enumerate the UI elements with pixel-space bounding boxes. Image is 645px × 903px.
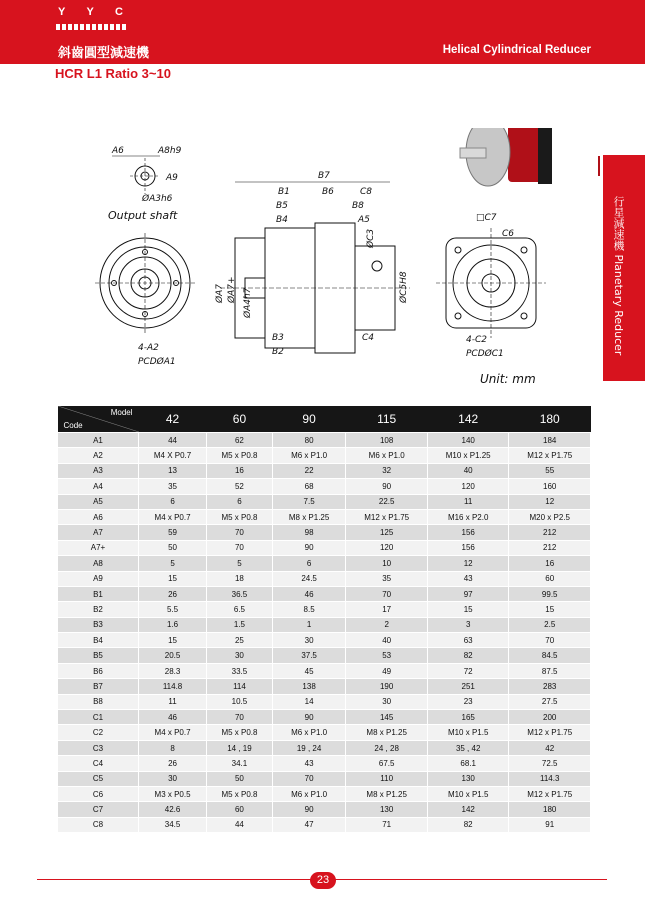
table-row xyxy=(58,602,591,617)
value-cell: 44 xyxy=(139,433,207,448)
value-cell: 60 xyxy=(509,571,591,586)
value-cell: 11 xyxy=(427,494,509,509)
value-cell: 90 xyxy=(272,540,346,555)
header-title-cn: 斜齒圓型減速機 xyxy=(58,46,150,61)
row-code-cell: A3 xyxy=(58,463,139,478)
value-cell: 60 xyxy=(207,802,273,817)
header-model-label: Model xyxy=(110,408,133,417)
value-cell: 20.5 xyxy=(139,648,207,663)
row-code-cell: A7 xyxy=(58,525,139,540)
product-photo xyxy=(460,128,600,186)
page-header xyxy=(0,0,645,64)
value-cell: 283 xyxy=(509,679,591,694)
value-cell: 63 xyxy=(427,633,509,648)
value-cell: 43 xyxy=(272,756,346,771)
value-cell: M4 x P0.7 xyxy=(139,725,207,740)
value-cell: M5 x P0.8 xyxy=(207,786,273,801)
row-code-cell: A5 xyxy=(58,494,139,509)
value-cell: 82 xyxy=(427,817,509,832)
value-cell: 36.5 xyxy=(207,586,273,601)
value-cell: M6 x P1.0 xyxy=(272,448,346,463)
table-row xyxy=(58,586,591,601)
value-cell: 1.6 xyxy=(139,617,207,632)
value-cell: 84.5 xyxy=(509,648,591,663)
value-cell: 52 xyxy=(207,479,273,494)
table-row xyxy=(58,802,591,817)
value-cell: 1.5 xyxy=(207,617,273,632)
value-cell: M10 x P1.5 xyxy=(427,786,509,801)
label-pcd-a1: PCDØA1 xyxy=(138,357,176,367)
unit-label: Unit: mm xyxy=(480,372,536,386)
value-cell: 22.5 xyxy=(346,494,428,509)
value-cell: 2 xyxy=(346,617,428,632)
value-cell: 10 xyxy=(346,556,428,571)
table-row xyxy=(58,725,591,740)
label-b2: B2 xyxy=(272,347,284,357)
row-code-cell: A6 xyxy=(58,509,139,524)
value-cell: M5 x P0.8 xyxy=(207,448,273,463)
value-cell: 28.3 xyxy=(139,663,207,678)
table-row xyxy=(58,756,591,771)
value-cell: 98 xyxy=(272,525,346,540)
value-cell: M6 x P1.0 xyxy=(346,448,428,463)
table-body xyxy=(58,433,591,833)
value-cell: 30 xyxy=(272,633,346,648)
value-cell: 180 xyxy=(509,802,591,817)
value-cell: 130 xyxy=(427,771,509,786)
table-corner-cell xyxy=(58,406,139,433)
label-c7: □C7 xyxy=(476,213,497,223)
value-cell: 12 xyxy=(509,494,591,509)
value-cell: 50 xyxy=(139,540,207,555)
table-row xyxy=(58,479,591,494)
row-code-cell: A9 xyxy=(58,571,139,586)
value-cell: 53 xyxy=(346,648,428,663)
label-a8h9: A8h9 xyxy=(158,146,182,156)
value-cell: M8 x P1.25 xyxy=(346,786,428,801)
value-cell: M6 x P1.0 xyxy=(272,786,346,801)
value-cell: M12 x P1.75 xyxy=(509,725,591,740)
value-cell: 22 xyxy=(272,463,346,478)
value-cell: 1 xyxy=(272,617,346,632)
value-cell: 34.5 xyxy=(139,817,207,832)
value-cell: M6 x P1.0 xyxy=(272,725,346,740)
value-cell: 44 xyxy=(207,817,273,832)
value-cell: 59 xyxy=(139,525,207,540)
value-cell: 42.6 xyxy=(139,802,207,817)
label-c4: C4 xyxy=(362,333,375,343)
row-code-cell: B7 xyxy=(58,679,139,694)
value-cell: 114.8 xyxy=(139,679,207,694)
value-cell: 15 xyxy=(509,602,591,617)
value-cell: 70 xyxy=(207,540,273,555)
header-code-label: Code xyxy=(63,421,83,430)
value-cell: 97 xyxy=(427,586,509,601)
value-cell: 14 xyxy=(272,694,346,709)
row-code-cell: C5 xyxy=(58,771,139,786)
label-b8: B8 xyxy=(352,201,364,211)
value-cell: 70 xyxy=(272,771,346,786)
value-cell: 33.5 xyxy=(207,663,273,678)
table-row xyxy=(58,448,591,463)
table-row xyxy=(58,710,591,725)
table-row xyxy=(58,771,591,786)
value-cell: 8 xyxy=(139,740,207,755)
value-cell: 3 xyxy=(427,617,509,632)
spec-table xyxy=(57,406,591,833)
row-code-cell: B1 xyxy=(58,586,139,601)
label-pcd-c1: PCDØC1 xyxy=(466,349,504,359)
value-cell: 5.5 xyxy=(139,602,207,617)
output-shaft-view xyxy=(108,146,182,222)
value-cell: 68.1 xyxy=(427,756,509,771)
value-cell: 13 xyxy=(139,463,207,478)
value-cell: 72 xyxy=(427,663,509,678)
label-c3: ØC3 xyxy=(366,228,376,248)
value-cell: 16 xyxy=(207,463,273,478)
value-cell: 42 xyxy=(509,740,591,755)
value-cell: 46 xyxy=(272,586,346,601)
value-cell: 43 xyxy=(427,571,509,586)
value-cell: 46 xyxy=(139,710,207,725)
logo-letter: Y xyxy=(58,6,67,18)
row-code-cell: C3 xyxy=(58,740,139,755)
table-header-row xyxy=(58,406,591,433)
table-row xyxy=(58,540,591,555)
value-cell: M10 x P1.5 xyxy=(427,725,509,740)
value-cell: M20 x P2.5 xyxy=(509,509,591,524)
value-cell: 138 xyxy=(272,679,346,694)
header-title-en: Helical Cylindrical Reducer xyxy=(442,44,591,56)
value-cell: 67.5 xyxy=(346,756,428,771)
value-cell: 34.1 xyxy=(207,756,273,771)
value-cell: 87.5 xyxy=(509,663,591,678)
value-cell: M12 x P1.75 xyxy=(509,448,591,463)
value-cell: M8 x P1.25 xyxy=(272,509,346,524)
model-header: 115 xyxy=(346,406,428,433)
value-cell: 91 xyxy=(509,817,591,832)
value-cell: 251 xyxy=(427,679,509,694)
value-cell: 47 xyxy=(272,817,346,832)
label-b3: B3 xyxy=(272,333,284,343)
logo-pattern xyxy=(56,24,128,30)
label-c8: C8 xyxy=(360,187,373,197)
table-row xyxy=(58,786,591,801)
value-cell: M8 x P1.25 xyxy=(346,725,428,740)
row-code-cell: A8 xyxy=(58,556,139,571)
value-cell: 165 xyxy=(427,710,509,725)
row-code-cell: B6 xyxy=(58,663,139,678)
value-cell: 17 xyxy=(346,602,428,617)
table-row xyxy=(58,679,591,694)
value-cell: M4 X P0.7 xyxy=(139,448,207,463)
value-cell: 145 xyxy=(346,710,428,725)
value-cell: 70 xyxy=(207,710,273,725)
side-tab-text: 行星減速機 Planetary Reducer xyxy=(612,196,625,356)
value-cell: 30 xyxy=(139,771,207,786)
value-cell: 27.5 xyxy=(509,694,591,709)
row-code-cell: A4 xyxy=(58,479,139,494)
value-cell: 30 xyxy=(207,648,273,663)
row-code-cell: B5 xyxy=(58,648,139,663)
model-header: 90 xyxy=(272,406,346,433)
label-b1: B1 xyxy=(278,187,290,197)
value-cell: 16 xyxy=(509,556,591,571)
value-cell: M4 x P0.7 xyxy=(139,509,207,524)
value-cell: 24.5 xyxy=(272,571,346,586)
label-b5: B5 xyxy=(276,201,288,211)
value-cell: 15 xyxy=(427,602,509,617)
value-cell: M5 x P0.8 xyxy=(207,509,273,524)
value-cell: 108 xyxy=(346,433,428,448)
value-cell: 70 xyxy=(509,633,591,648)
value-cell: 11 xyxy=(139,694,207,709)
value-cell: 99.5 xyxy=(509,586,591,601)
value-cell: 49 xyxy=(346,663,428,678)
label-c5h8: ØC5H8 xyxy=(399,271,409,303)
label-c6: C6 xyxy=(502,229,515,239)
table-row xyxy=(58,663,591,678)
value-cell: 40 xyxy=(346,633,428,648)
table-row xyxy=(58,509,591,524)
logo-letter: Y xyxy=(86,6,95,18)
table-row xyxy=(58,571,591,586)
logo-letter: C xyxy=(115,6,124,18)
model-header: 60 xyxy=(207,406,273,433)
value-cell: 6.5 xyxy=(207,602,273,617)
value-cell: 30 xyxy=(346,694,428,709)
value-cell: 114 xyxy=(207,679,273,694)
row-code-cell: C6 xyxy=(58,786,139,801)
label-a6: A6 xyxy=(112,146,124,156)
value-cell: M16 x P2.0 xyxy=(427,509,509,524)
side-view xyxy=(214,171,410,357)
label-a9: A9 xyxy=(166,173,178,183)
value-cell: 72.5 xyxy=(509,756,591,771)
value-cell: 37.5 xyxy=(272,648,346,663)
value-cell: 70 xyxy=(346,586,428,601)
value-cell: 120 xyxy=(346,540,428,555)
label-a4h7: ØA4h7 xyxy=(243,287,253,318)
table-row xyxy=(58,525,591,540)
value-cell: 5 xyxy=(139,556,207,571)
value-cell: 156 xyxy=(427,540,509,555)
logo xyxy=(58,6,124,18)
value-cell: 55 xyxy=(509,463,591,478)
value-cell: 6 xyxy=(139,494,207,509)
label-b6: B6 xyxy=(322,187,334,197)
row-code-cell: C2 xyxy=(58,725,139,740)
table-row xyxy=(58,463,591,478)
page-title: HCR L1 Ratio 3~10 xyxy=(55,66,171,81)
table-row xyxy=(58,740,591,755)
value-cell: 8.5 xyxy=(272,602,346,617)
value-cell: 23 xyxy=(427,694,509,709)
page-number: 23 xyxy=(310,872,336,889)
value-cell: 184 xyxy=(509,433,591,448)
label-output-shaft: Output shaft xyxy=(108,209,178,222)
value-cell: 90 xyxy=(272,710,346,725)
value-cell: 110 xyxy=(346,771,428,786)
label-4-c2: 4-C2 xyxy=(466,335,487,345)
value-cell: 70 xyxy=(207,525,273,540)
value-cell: 32 xyxy=(346,463,428,478)
table-row xyxy=(58,817,591,832)
label-b7: B7 xyxy=(318,171,330,181)
value-cell: 212 xyxy=(509,540,591,555)
model-header: 180 xyxy=(509,406,591,433)
input-flange-view xyxy=(436,213,546,359)
value-cell: 71 xyxy=(346,817,428,832)
technical-drawing xyxy=(90,128,600,390)
value-cell: 156 xyxy=(427,525,509,540)
value-cell: M12 x P1.75 xyxy=(346,509,428,524)
label-b4: B4 xyxy=(276,215,288,225)
value-cell: M5 x P0.8 xyxy=(207,725,273,740)
value-cell: 35 xyxy=(346,571,428,586)
value-cell: 7.5 xyxy=(272,494,346,509)
label-a7-plus: ØA7+ xyxy=(227,276,237,303)
label-4-a2: 4-A2 xyxy=(138,343,159,353)
value-cell: 5 xyxy=(207,556,273,571)
value-cell: 125 xyxy=(346,525,428,540)
value-cell: 82 xyxy=(427,648,509,663)
value-cell: 35 xyxy=(139,479,207,494)
value-cell: M12 x P1.75 xyxy=(509,786,591,801)
value-cell: 15 xyxy=(139,571,207,586)
value-cell: 15 xyxy=(139,633,207,648)
value-cell: 90 xyxy=(272,802,346,817)
table-row xyxy=(58,494,591,509)
value-cell: 10.5 xyxy=(207,694,273,709)
value-cell: 26 xyxy=(139,756,207,771)
value-cell: 24 , 28 xyxy=(346,740,428,755)
value-cell: 142 xyxy=(427,802,509,817)
row-code-cell: B8 xyxy=(58,694,139,709)
value-cell: 114.3 xyxy=(509,771,591,786)
value-cell: 120 xyxy=(427,479,509,494)
label-a5: A5 xyxy=(358,215,370,225)
row-code-cell: A1 xyxy=(58,433,139,448)
row-code-cell: A2 xyxy=(58,448,139,463)
row-code-cell: B2 xyxy=(58,602,139,617)
value-cell: 212 xyxy=(509,525,591,540)
row-code-cell: B3 xyxy=(58,617,139,632)
value-cell: 6 xyxy=(272,556,346,571)
value-cell: 80 xyxy=(272,433,346,448)
value-cell: 130 xyxy=(346,802,428,817)
value-cell: 35 , 42 xyxy=(427,740,509,755)
value-cell: M3 x P0.5 xyxy=(139,786,207,801)
row-code-cell: C1 xyxy=(58,710,139,725)
value-cell: 6 xyxy=(207,494,273,509)
value-cell: 45 xyxy=(272,663,346,678)
value-cell: 18 xyxy=(207,571,273,586)
value-cell: 90 xyxy=(346,479,428,494)
value-cell: 2.5 xyxy=(509,617,591,632)
value-cell: 19 , 24 xyxy=(272,740,346,755)
value-cell: 190 xyxy=(346,679,428,694)
label-a3h6: ØA3h6 xyxy=(142,194,173,204)
row-code-cell: C4 xyxy=(58,756,139,771)
table-row xyxy=(58,633,591,648)
table-row xyxy=(58,648,591,663)
value-cell: 68 xyxy=(272,479,346,494)
value-cell: 40 xyxy=(427,463,509,478)
row-code-cell: B4 xyxy=(58,633,139,648)
value-cell: 160 xyxy=(509,479,591,494)
table-row xyxy=(58,617,591,632)
table-row xyxy=(58,694,591,709)
value-cell: 26 xyxy=(139,586,207,601)
table-row xyxy=(58,433,591,448)
value-cell: 140 xyxy=(427,433,509,448)
value-cell: M10 x P1.25 xyxy=(427,448,509,463)
flange-front-view xyxy=(95,233,195,367)
value-cell: 200 xyxy=(509,710,591,725)
row-code-cell: A7+ xyxy=(58,540,139,555)
row-code-cell: C8 xyxy=(58,817,139,832)
row-code-cell: C7 xyxy=(58,802,139,817)
label-a7: ØA7 xyxy=(215,284,225,303)
value-cell: 25 xyxy=(207,633,273,648)
value-cell: 12 xyxy=(427,556,509,571)
model-header: 42 xyxy=(139,406,207,433)
value-cell: 62 xyxy=(207,433,273,448)
model-header: 142 xyxy=(427,406,509,433)
value-cell: 14 , 19 xyxy=(207,740,273,755)
value-cell: 50 xyxy=(207,771,273,786)
table-row xyxy=(58,556,591,571)
